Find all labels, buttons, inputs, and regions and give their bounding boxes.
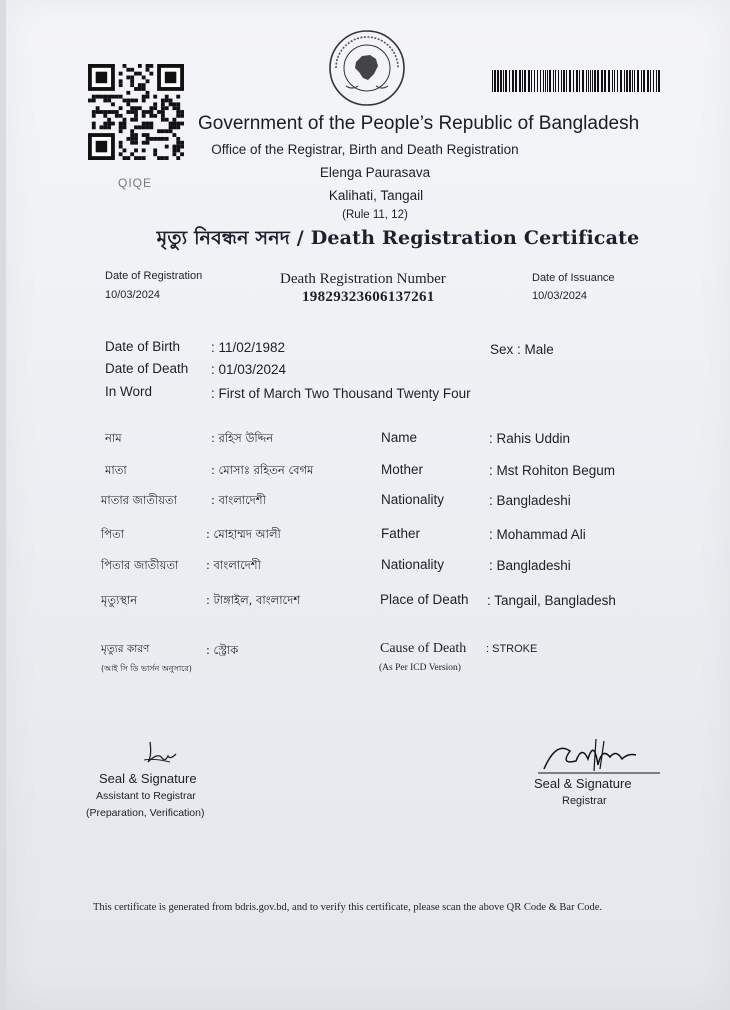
right-seal-signature-title: Seal & Signature [534, 776, 632, 791]
bn-cause-value: : স্ট্রোক [206, 643, 239, 657]
left-signatory-role: Assistant to Registrar [96, 790, 196, 802]
certificate-title: মৃত্যু নিবন্ধন সনদ / Death Registration Certificate [156, 227, 640, 249]
footer-note: This certificate is generated from bdris.gov.bd, and to verify this certificate, please scan the above QR Code & Bar Code. [93, 902, 602, 913]
bn-place-of-death-value: : টাঙ্গাইল, বাংলাদেশ [206, 593, 301, 607]
date-of-registration-value: 10/03/2024 [105, 289, 161, 301]
dob-value: : 11/02/1982 [211, 340, 286, 355]
dod-value: : 01/03/2024 [211, 362, 287, 377]
father-nationality-label: Nationality [381, 557, 445, 572]
name-label: Name [381, 430, 418, 445]
government-seal [326, 28, 408, 108]
bn-father-label: পিতা [101, 527, 125, 541]
inword-value: : First of March Two Thousand Twenty Four [211, 386, 471, 401]
paurasava-name: Elenga Paurasava [319, 165, 431, 180]
bn-name-label: নাম [105, 431, 122, 445]
dod-label: Date of Death [105, 361, 189, 376]
left-signatory-note: (Preparation, Verification) [86, 807, 205, 819]
bn-mother-nationality-value: : বাংলাদেশী [211, 493, 266, 507]
bn-place-of-death-label: মৃত্যুস্থান [101, 593, 138, 607]
government-name: Government of the People’s Republic of Bangladesh [198, 113, 640, 134]
barcode [492, 70, 664, 92]
cause-value: : STROKE [486, 643, 538, 655]
bn-name-value: : রহিস উদ্দিন [211, 431, 274, 445]
bn-cause-label: মৃত্যুর কারণ [101, 643, 150, 655]
sex-value: Sex : Male [490, 342, 554, 357]
mother-label: Mother [381, 462, 424, 477]
cause-label: Cause of Death [380, 641, 467, 656]
bn-father-nationality-label: পিতার জাতীয়তা [101, 558, 179, 572]
assistant-signature [140, 738, 180, 768]
office-location: Kalihati, Tangail [328, 188, 424, 203]
right-signatory-role: Registrar [562, 795, 607, 807]
father-label: Father [381, 526, 421, 541]
date-of-issuance-label: Date of Issuance [532, 272, 615, 284]
bn-mother-value: : মোসাঃ রহিতন বেগম [211, 463, 314, 477]
bn-cause-note: (আই সি ডি ভার্সন অনুসারে) [101, 664, 192, 673]
place-of-death-value: : Tangail, Bangladesh [487, 593, 616, 608]
rule-reference: (Rule 11, 12) [342, 209, 408, 221]
registration-number: 19829323606137261 [302, 289, 435, 305]
office-name: Office of the Registrar, Birth and Death Registration [211, 142, 519, 157]
registrar-signature [536, 735, 664, 777]
left-seal-signature-title: Seal & Signature [99, 771, 197, 786]
bn-father-nationality-value: : বাংলাদেশী [206, 558, 261, 572]
bn-father-value: : মোহাম্মদ আলী [206, 527, 281, 541]
place-of-death-label: Place of Death [380, 592, 469, 607]
date-of-issuance-value: 10/03/2024 [532, 290, 588, 302]
inword-label: In Word [105, 384, 153, 399]
bn-mother-nationality-label: মাতার জাতীয়তা [101, 493, 177, 507]
father-value: : Mohammad Ali [489, 527, 586, 542]
date-of-registration-label: Date of Registration [105, 270, 203, 282]
mother-nationality-label: Nationality [381, 492, 445, 507]
qr-caption: QIQE [118, 176, 153, 190]
dob-label: Date of Birth [105, 339, 181, 354]
name-value: : Rahis Uddin [489, 431, 571, 446]
mother-value: : Mst Rohiton Begum [489, 463, 616, 478]
bn-mother-label: মাতা [105, 463, 127, 477]
cause-note: (As Per ICD Version) [379, 663, 461, 673]
registration-number-label: Death Registration Number [280, 271, 446, 287]
father-nationality-value: : Bangladeshi [489, 558, 571, 573]
mother-nationality-value: : Bangladeshi [489, 493, 571, 508]
